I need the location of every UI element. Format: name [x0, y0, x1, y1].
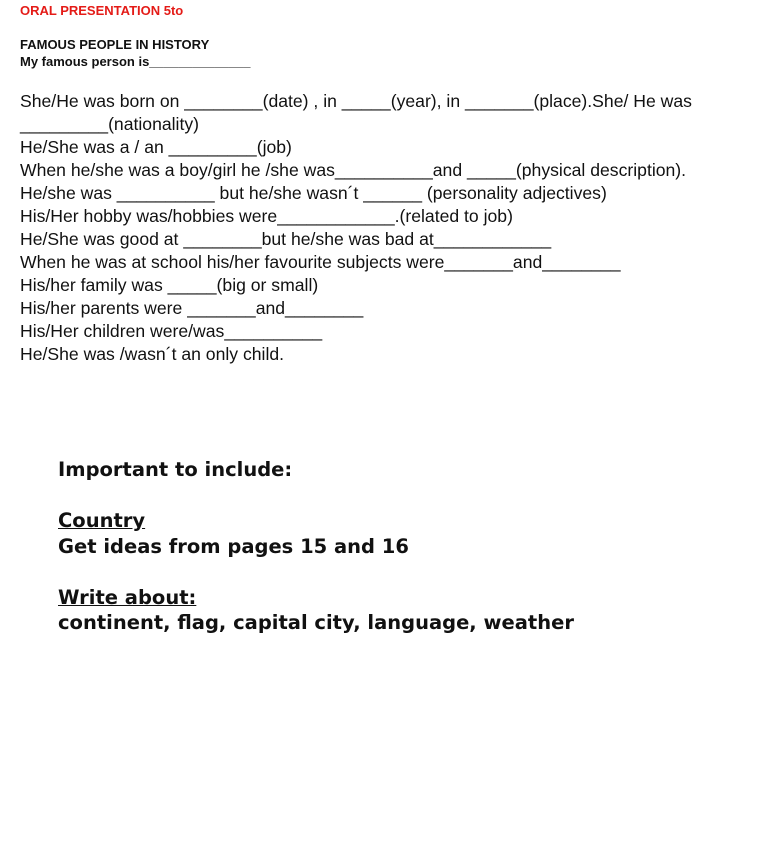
sentence-only-child: He/She was /wasn´t an only child.: [20, 344, 285, 364]
sentence-school-subjects: When he was at school his/her favourite subjects were_______and________: [20, 252, 621, 272]
write-about-text: continent, flag, capital city, language, weather: [58, 611, 574, 634]
sentence-birth: She/He was born on ________(date) , in _____(year), in _______(place).She/ He was _________(nationality): [20, 91, 692, 134]
sentence-hobbies: His/Her hobby was/hobbies were____________.(related to job): [20, 206, 513, 226]
worksheet-title: FAMOUS PEOPLE IN HISTORY: [20, 37, 210, 52]
notes-spacer: [58, 483, 574, 509]
sentence-parents: His/her parents were _______and________: [20, 298, 364, 318]
important-notes: [58, 457, 574, 636]
oral-presentation-label: ORAL PRESENTATION 5to: [20, 3, 184, 18]
sentence-physical-description: When he/she was a boy/girl he /she was__________and _____(physical description).: [20, 160, 687, 180]
sentence-job: He/She was a / an _________(job): [20, 137, 292, 157]
famous-person-prompt: My famous person is______________: [20, 54, 251, 69]
notes-spacer: [58, 559, 574, 585]
country-text: Get ideas from pages 15 and 16: [58, 534, 409, 558]
important-heading: Important to include:: [58, 458, 293, 481]
sentence-children: His/Her children were/was__________: [20, 321, 323, 341]
sentence-personality: He/she was __________ but he/she wasn´t ______ (personality adjectives): [20, 183, 607, 203]
sentence-family-size: His/her family was _____(big or small): [20, 275, 319, 295]
country-heading: Country: [58, 509, 146, 532]
sentence-good-bad-at: He/She was good at ________but he/she was bad at____________: [20, 229, 552, 249]
fill-in-sentences: [20, 90, 760, 366]
write-about-heading: Write about:: [58, 585, 197, 609]
